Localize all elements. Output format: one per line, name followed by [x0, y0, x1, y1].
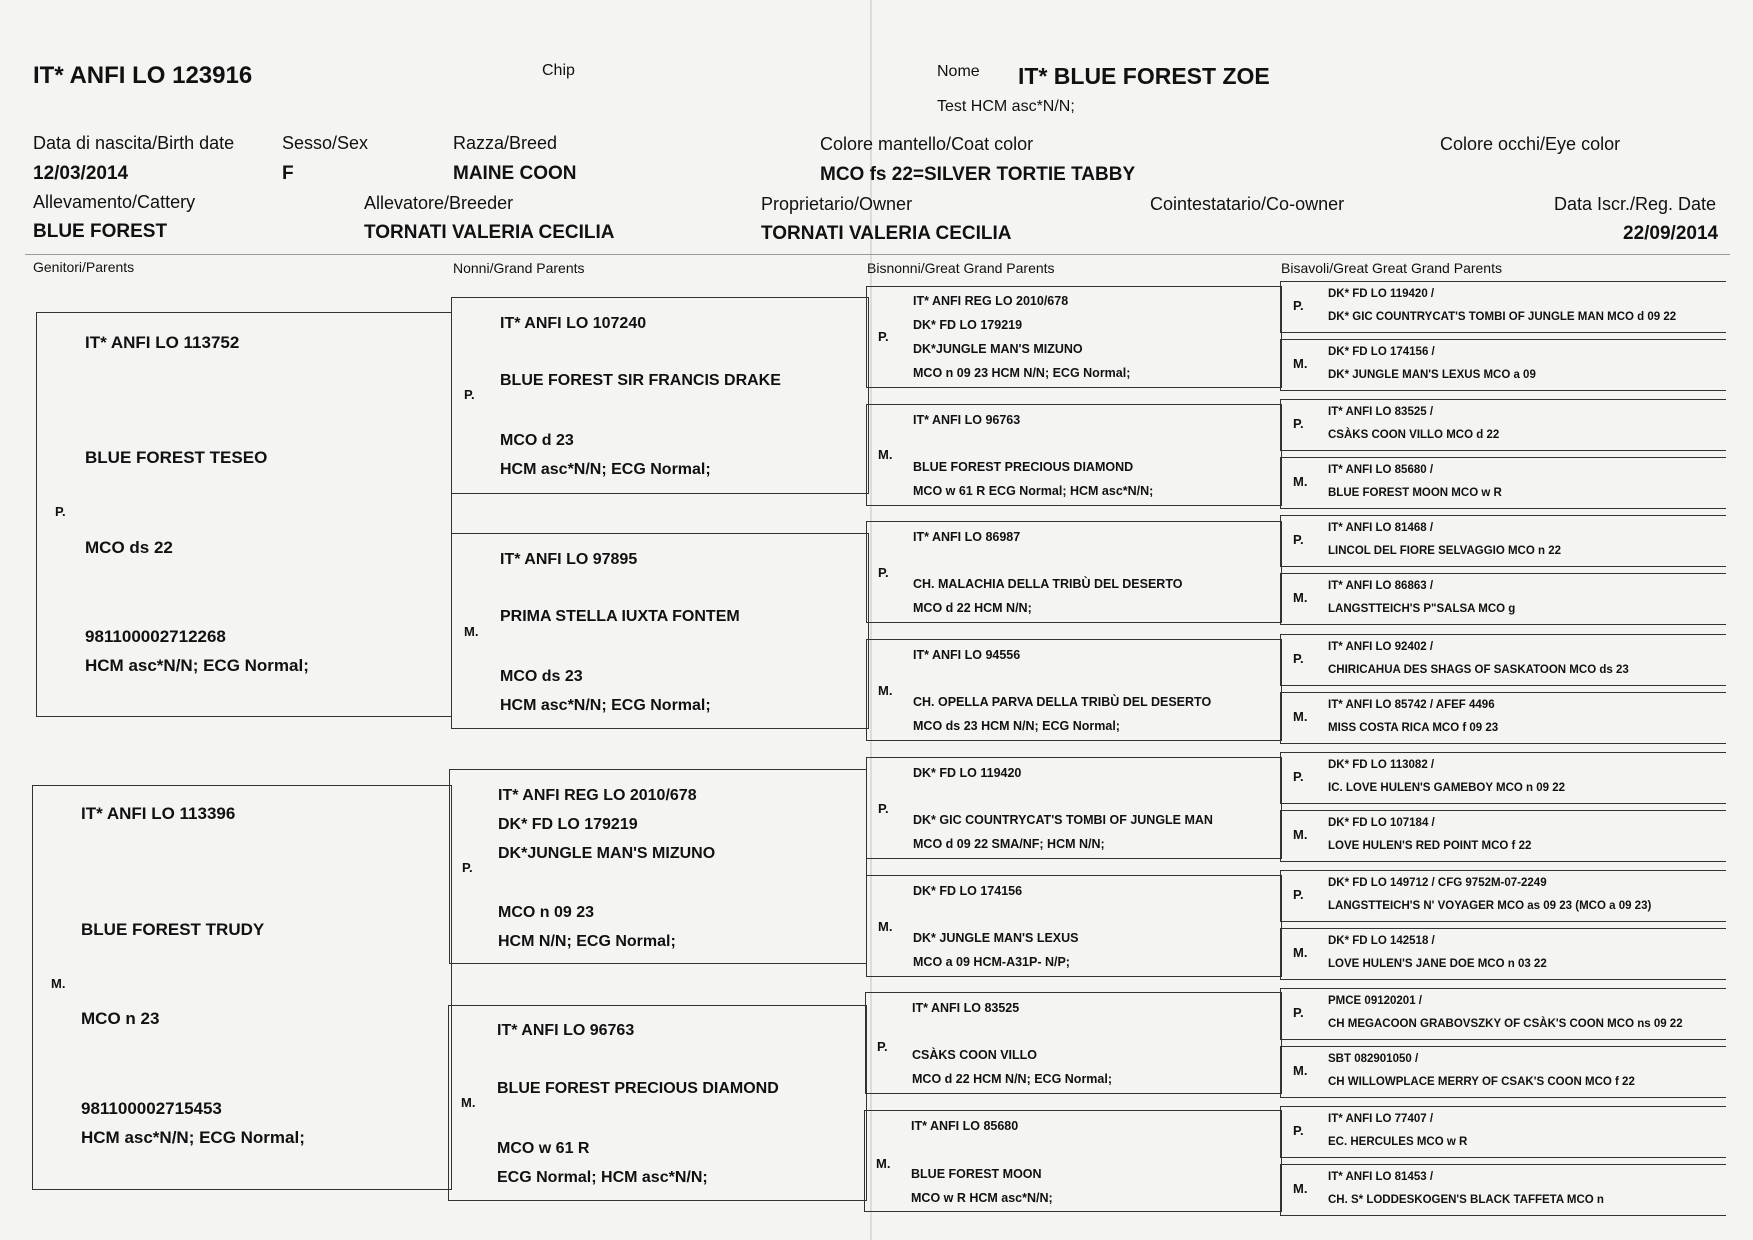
great-great-grandparent-marker: P.	[1293, 651, 1304, 666]
great-grandparent-marker: P.	[878, 801, 889, 816]
great-great-grandparent-marker: M.	[1293, 1063, 1308, 1078]
cat-name: IT* BLUE FOREST ZOE	[1018, 63, 1270, 89]
great-grandparent-line: CH. MALACHIA DELLA TRIBÙ DEL DESERTO	[913, 577, 1183, 591]
dam-marker: M.	[51, 976, 66, 991]
great-great-grandparent-reg: IT* ANFI LO 92402 /	[1328, 641, 1434, 653]
great-great-grandparent-box	[1280, 692, 1726, 744]
great-great-grandparent-marker: M.	[1293, 709, 1308, 724]
great-grandparents-column-label: Bisnonni/Great Grand Parents	[867, 260, 1055, 276]
grandparent-box	[449, 769, 867, 964]
dam-chip: 981100002715453	[81, 1099, 222, 1118]
great-great-grandparent-box	[1280, 399, 1726, 451]
great-great-grandparent-reg: IT* ANFI LO 85680 /	[1328, 464, 1434, 476]
great-great-grandparent-marker: M.	[1293, 945, 1308, 960]
great-great-grandparent-box	[1280, 810, 1726, 862]
great-grandparent-marker: P.	[878, 329, 889, 344]
cattery: BLUE FOREST	[33, 221, 168, 242]
great-grandparent-line: IT* ANFI LO 83525	[912, 1001, 1020, 1015]
great-grandparent-box	[866, 286, 1282, 388]
great-great-grandparent-name: DK* GIC COUNTRYCAT'S TOMBI OF JUNGLE MAN MCO d 09 22	[1328, 311, 1677, 323]
grandparent-box	[448, 1005, 867, 1201]
grandparent-line: IT* ANFI LO 96763	[497, 1022, 635, 1039]
breeder: TORNATI VALERIA CECILIA	[364, 222, 615, 243]
grandparent-line: BLUE FOREST SIR FRANCIS DRAKE	[500, 372, 781, 389]
grandparent-line: HCM N/N; ECG Normal;	[498, 933, 676, 950]
great-great-grandparent-marker: M.	[1293, 356, 1308, 371]
grandparent-marker: M.	[464, 624, 479, 639]
great-grandparent-marker: M.	[876, 1156, 891, 1171]
great-great-grandparent-marker: M.	[1293, 474, 1308, 489]
great-great-grandparent-box	[1280, 457, 1726, 509]
header-divider	[25, 254, 1730, 255]
sire-marker: P.	[55, 504, 66, 519]
great-grandparent-line: DK* JUNGLE MAN'S LEXUS	[913, 931, 1079, 945]
grandparent-line: ECG Normal; HCM asc*N/N;	[497, 1169, 708, 1186]
great-great-grandparent-reg: PMCE 09120201 /	[1328, 995, 1422, 1007]
great-great-grandparent-marker: M.	[1293, 590, 1308, 605]
great-great-grandparent-reg: IT* ANFI LO 85742 / AFEF 4496	[1328, 699, 1495, 711]
grandparent-line: DK*JUNGLE MAN'S MIZUNO	[498, 845, 716, 862]
great-great-grandparent-marker: P.	[1293, 416, 1304, 431]
great-great-grandparent-box	[1280, 928, 1726, 980]
sire-name: BLUE FOREST TESEO	[85, 448, 268, 467]
grandparent-line: HCM asc*N/N; ECG Normal;	[500, 461, 711, 478]
eye-color-label: Colore occhi/Eye color	[1440, 134, 1621, 154]
great-grandparent-line: IT* ANFI LO 85680	[911, 1119, 1019, 1133]
great-great-grandparent-reg: IT* ANFI LO 81453 /	[1328, 1171, 1434, 1183]
great-grandparent-box	[865, 992, 1282, 1094]
great-great-grandparent-box	[1280, 752, 1726, 804]
reg-date: 22/09/2014	[1623, 223, 1719, 244]
grandparent-marker: P.	[464, 387, 475, 402]
great-grandparent-line: BLUE FOREST MOON	[911, 1167, 1042, 1181]
great-great-grandparent-box	[1280, 339, 1726, 391]
grandparent-marker: M.	[461, 1095, 476, 1110]
great-great-grandparent-name: CH. S* LODDESKOGEN'S BLACK TAFFETA MCO n	[1328, 1194, 1604, 1206]
great-great-grandparent-reg: DK* FD LO 142518 /	[1328, 935, 1435, 947]
great-grandparent-marker: M.	[878, 919, 893, 934]
great-great-grandparent-box	[1280, 1046, 1726, 1098]
breed-label: Razza/Breed	[453, 133, 558, 153]
great-grandparent-line: BLUE FOREST PRECIOUS DIAMOND	[913, 460, 1134, 474]
coat-color: MCO fs 22=SILVER TORTIE TABBY	[820, 164, 1136, 185]
grandparent-marker: P.	[462, 860, 473, 875]
great-great-grandparent-reg: IT* ANFI LO 83525 /	[1328, 406, 1434, 418]
owner-label: Proprietario/Owner	[761, 194, 913, 214]
grandparent-line: DK* FD LO 179219	[498, 816, 638, 833]
great-great-grandparent-name: CH WILLOWPLACE MERRY OF CSAK'S COON MCO f 22	[1328, 1076, 1635, 1088]
great-grandparent-line: MCO d 22 HCM N/N; ECG Normal;	[912, 1072, 1113, 1086]
great-great-grandparent-marker: P.	[1293, 1123, 1304, 1138]
great-great-grandparent-reg: DK* FD LO 107184 /	[1328, 817, 1435, 829]
great-grandparent-line: CSÀKS COON VILLO	[912, 1048, 1038, 1062]
great-great-grandparent-marker: P.	[1293, 887, 1304, 902]
grandparent-line: IT* ANFI REG LO 2010/678	[498, 787, 697, 804]
great-grandparent-box	[866, 639, 1282, 741]
sex-label: Sesso/Sex	[282, 133, 369, 153]
great-great-grandparent-name: LOVE HULEN'S RED POINT MCO f 22	[1328, 840, 1532, 852]
great-great-grandparent-reg: DK* FD LO 119420 /	[1328, 288, 1435, 300]
great-grandparent-marker: P.	[878, 565, 889, 580]
great-great-grandparent-name: CH MEGACOON GRABOVSZKY OF CSÀK'S COON MCO ns 09 22	[1328, 1018, 1683, 1030]
great-great-grandparent-box	[1280, 515, 1726, 567]
great-grandparent-line: MCO w R HCM asc*N/N;	[911, 1191, 1053, 1205]
breed: MAINE COON	[453, 163, 577, 184]
great-grandparent-line: DK*JUNGLE MAN'S MIZUNO	[913, 342, 1083, 356]
great-grandparent-line: MCO d 22 HCM N/N;	[913, 601, 1032, 615]
great-great-grandparent-marker: P.	[1293, 298, 1304, 313]
reg-date-label: Data Iscr./Reg. Date	[1554, 194, 1717, 214]
owner: TORNATI VALERIA CECILIA	[761, 223, 1012, 244]
parents-column-label: Genitori/Parents	[33, 259, 135, 275]
birth-date-label: Data di nascita/Birth date	[33, 133, 235, 153]
name-label: Nome	[937, 63, 980, 80]
grandparent-line: PRIMA STELLA IUXTA FONTEM	[500, 608, 740, 625]
grandparent-box	[451, 533, 869, 729]
great-grandparent-box	[864, 1110, 1282, 1212]
great-grandparent-line: DK* FD LO 179219	[913, 318, 1023, 332]
great-grandparent-box	[866, 875, 1282, 977]
great-great-grandparent-name: LANGSTTEICH'S N' VOYAGER MCO as 09 23 (MCO a 09 23)	[1328, 900, 1652, 912]
grandparents-column-label: Nonni/Grand Parents	[453, 260, 585, 276]
great-great-grandparent-reg: IT* ANFI LO 81468 /	[1328, 522, 1434, 534]
great-great-grandparent-name: IC. LOVE HULEN'S GAMEBOY MCO n 09 22	[1328, 782, 1566, 794]
great-grandparent-box	[866, 521, 1282, 623]
great-great-grandparent-name: CHIRICAHUA DES SHAGS OF SASKATOON MCO ds 23	[1328, 664, 1629, 676]
sire-chip: 981100002712268	[85, 627, 226, 646]
great-great-grandparent-name: EC. HERCULES MCO w R	[1328, 1136, 1468, 1148]
great-grandparent-marker: P.	[877, 1039, 888, 1054]
sire-reg: IT* ANFI LO 113752	[85, 333, 240, 352]
great-grandparent-line: DK* FD LO 119420	[913, 766, 1022, 780]
great-great-grandparent-name: BLUE FOREST MOON MCO w R	[1328, 487, 1502, 499]
sire-box	[36, 312, 452, 717]
grandparent-box	[451, 297, 869, 494]
great-great-grandparent-box	[1280, 1106, 1726, 1158]
cattery-label: Allevamento/Cattery	[33, 192, 196, 212]
great-grandparent-box	[866, 404, 1282, 506]
grandparent-line: IT* ANFI LO 107240	[500, 315, 647, 332]
great-grandparent-line: CH. OPELLA PARVA DELLA TRIBÙ DEL DESERTO	[913, 695, 1212, 709]
grandparent-line: MCO n 09 23	[498, 904, 595, 921]
great-great-grandparent-box	[1280, 1164, 1726, 1216]
great-great-grandparent-box	[1280, 634, 1726, 686]
dam-name: BLUE FOREST TRUDY	[81, 920, 265, 939]
coat-color-label: Colore mantello/Coat color	[820, 134, 1034, 154]
great-great-grandparent-name: LOVE HULEN'S JANE DOE MCO n 03 22	[1328, 958, 1547, 970]
grandparent-line: IT* ANFI LO 97895	[500, 551, 638, 568]
coowner-label: Cointestatario/Co-owner	[1150, 194, 1345, 214]
great-great-grandparent-box	[1280, 573, 1726, 625]
great-great-grandparent-marker: P.	[1293, 769, 1304, 784]
great-grandparent-line: DK* FD LO 174156	[913, 884, 1023, 898]
great-great-grandparent-name: MISS COSTA RICA MCO f 09 23	[1328, 722, 1499, 734]
grandparent-line: MCO w 61 R	[497, 1140, 590, 1157]
great-great-grandparent-reg: DK* FD LO 174156 /	[1328, 346, 1435, 358]
great-great-grandparent-reg: IT* ANFI LO 77407 /	[1328, 1113, 1434, 1125]
grandparent-line: BLUE FOREST PRECIOUS DIAMOND	[497, 1080, 779, 1097]
great-grandparent-line: MCO d 09 22 SMA/NF; HCM N/N;	[913, 837, 1105, 851]
great-grandparent-line: IT* ANFI LO 96763	[913, 413, 1021, 427]
dam-box	[32, 785, 452, 1190]
great-grandparent-line: DK* GIC COUNTRYCAT'S TOMBI OF JUNGLE MAN	[913, 813, 1213, 827]
great-great-grandparent-box	[1280, 281, 1726, 333]
dam-ems: MCO n 23	[81, 1009, 160, 1028]
great-great-grandparent-name: DK* JUNGLE MAN'S LEXUS MCO a 09	[1328, 369, 1536, 381]
sire-ems: MCO ds 22	[85, 538, 173, 557]
great-great-grandparent-name: LANGSTTEICH'S P"SALSA MCO g	[1328, 603, 1516, 615]
chip-label: Chip	[542, 62, 575, 79]
great-great-grandparent-reg: DK* FD LO 149712 / CFG 9752M-07-2249	[1328, 877, 1547, 889]
great-great-grandparent-marker: M.	[1293, 1181, 1308, 1196]
birth-date: 12/03/2014	[33, 163, 129, 184]
great-great-grandparent-box	[1280, 870, 1726, 922]
great-great-grandparent-reg: DK* FD LO 113082 /	[1328, 759, 1435, 771]
sire-test: HCM asc*N/N; ECG Normal;	[85, 656, 309, 675]
breeder-label: Allevatore/Breeder	[364, 193, 514, 213]
great-great-grandparent-reg: SBT 082901050 /	[1328, 1053, 1419, 1065]
great-grandparent-line: IT* ANFI LO 94556	[913, 648, 1021, 662]
great-grandparent-line: MCO w 61 R ECG Normal; HCM asc*N/N;	[913, 484, 1154, 498]
great-great-grandparent-name: LINCOL DEL FIORE SELVAGGIO MCO n 22	[1328, 545, 1562, 557]
great-great-grandparent-name: CSÀKS COON VILLO MCO d 22	[1328, 429, 1500, 441]
great-grandparent-box	[866, 757, 1282, 859]
great-grandparent-line: IT* ANFI LO 86987	[913, 530, 1021, 544]
grandparent-line: MCO d 23	[500, 432, 574, 449]
great-grandparent-line: MCO n 09 23 HCM N/N; ECG Normal;	[913, 366, 1131, 380]
great-great-grandparent-marker: P.	[1293, 1005, 1304, 1020]
registration-number: IT* ANFI LO 123916	[33, 62, 253, 89]
great-grandparent-marker: M.	[878, 447, 893, 462]
great-great-grandparent-reg: IT* ANFI LO 86863 /	[1328, 580, 1434, 592]
great-grandparent-marker: M.	[878, 683, 893, 698]
grandparent-line: HCM asc*N/N; ECG Normal;	[500, 697, 711, 714]
test-result: Test HCM asc*N/N;	[937, 98, 1075, 115]
sex: F	[282, 163, 294, 184]
great-grandparent-line: MCO ds 23 HCM N/N; ECG Normal;	[913, 719, 1120, 733]
great-grandparent-line: MCO a 09 HCM-A31P- N/P;	[913, 955, 1070, 969]
great-great-grandparent-marker: M.	[1293, 827, 1308, 842]
dam-test: HCM asc*N/N; ECG Normal;	[81, 1128, 305, 1147]
great-great-grandparents-column-label: Bisavoli/Great Great Grand Parents	[1281, 260, 1502, 276]
grandparent-line: MCO ds 23	[500, 668, 583, 685]
great-great-grandparent-box	[1280, 988, 1726, 1040]
great-grandparent-line: IT* ANFI REG LO 2010/678	[913, 294, 1069, 308]
great-great-grandparent-marker: P.	[1293, 532, 1304, 547]
dam-reg: IT* ANFI LO 113396	[81, 804, 236, 823]
